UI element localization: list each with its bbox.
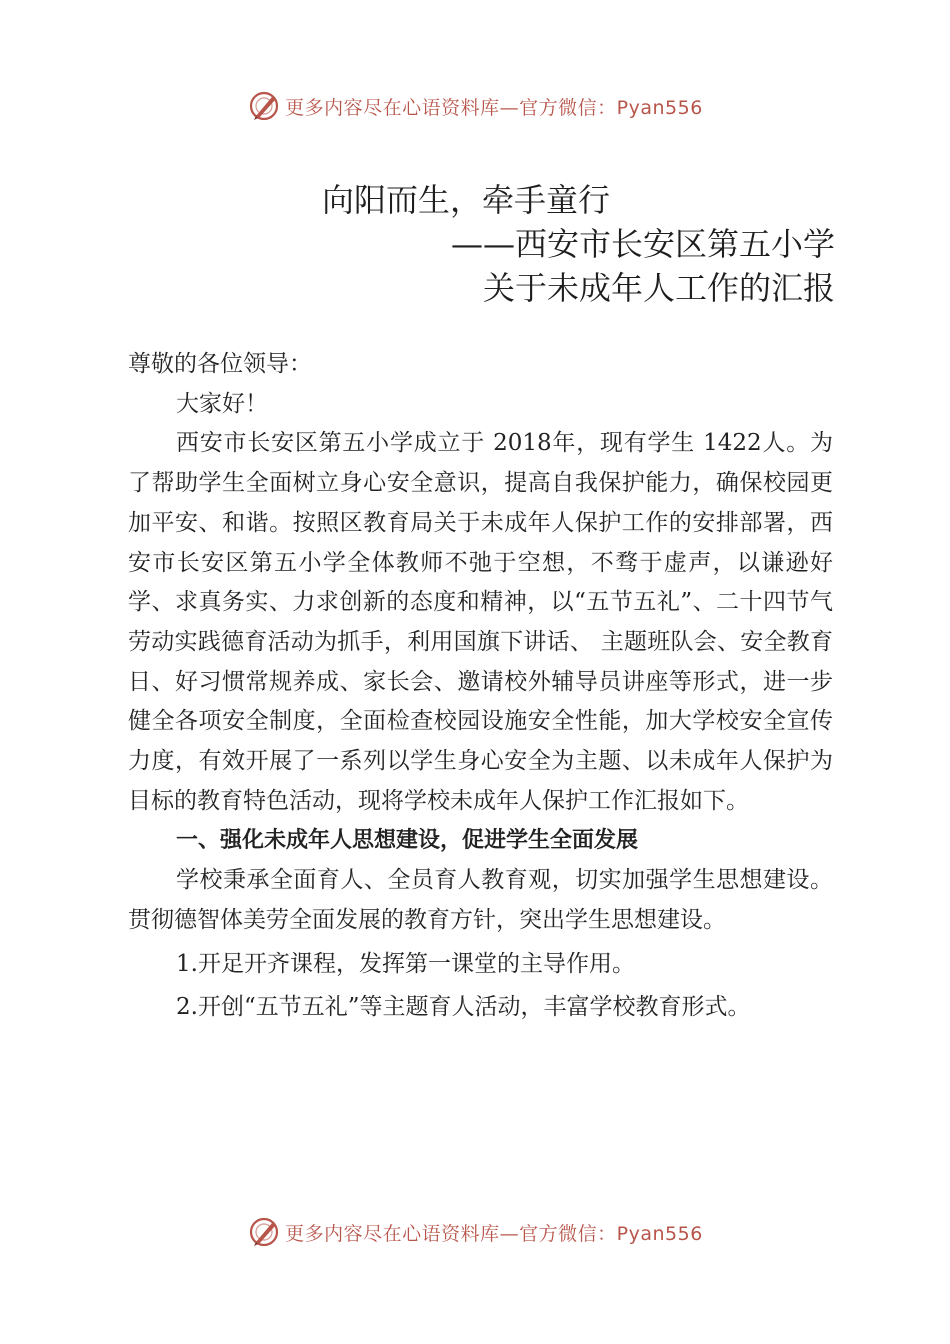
pen-circle-logo-icon bbox=[247, 89, 281, 123]
list-item-2: 2.开创“五节五礼”等主题育人活动，丰富学校教育形式。 bbox=[176, 994, 751, 1021]
document-title bbox=[315, 178, 835, 310]
footer-watermark-cn: 更多内容尽在心语资料库—官方微信： bbox=[285, 1222, 617, 1245]
greeting: 大家好！ bbox=[176, 390, 268, 417]
document-body bbox=[128, 345, 833, 1028]
salutation: 尊敬的各位领导： bbox=[128, 351, 312, 377]
pen-circle-logo-icon bbox=[247, 1215, 281, 1249]
title-line-1: 向阳而生，牵手童行 bbox=[322, 181, 611, 219]
footer-watermark-wechat: Pyan556 bbox=[616, 1222, 703, 1245]
footer-watermark bbox=[0, 1212, 950, 1252]
header-watermark-wechat: Pyan556 bbox=[616, 96, 703, 119]
paragraph-intro: 西安市长安区第五小学成立于 2018年，现有学生 1422人。为了帮助学生全面树立身心安全意识，提高自我保护能力，确保校园更加平安、和谐。按照区教育局关于未成年人保护工作的安排部署，西安市长安区第五小学全体教师不弛于空想，不骛于虚声，以谦逊好学、求真务实、力求创新的态度和精神，以“五节五礼”、二十四节气劳动实践德育活动为抓手，利用国旗下讲话、 主题班队会、安全教育日、好习惯常规养成、家长会、邀请校外辅导员讲座等形式，进一步健全各项安全制度，全面检查校园设施安全性能，加大学校安全宣传力度，有效开展了一系列以学生身心安全为主题、以未成年人保护为目标的教育特色活动，现将学校未成年人保护工作汇报如下。 bbox=[128, 430, 833, 814]
title-line-3: 关于未成年人工作的汇报 bbox=[482, 269, 835, 307]
paragraph-section-1: 学校秉承全面育人、全员育人教育观，切实加强学生思想建设。贯彻德智体美劳全面发展的教育方针，突出学生思想建设。 bbox=[128, 867, 833, 933]
section-heading-1: 一、强化未成年人思想建设，促进学生全面发展 bbox=[176, 828, 639, 854]
list-item-1: 1.开足开齐课程，发挥第一课堂的主导作用。 bbox=[176, 950, 635, 977]
title-line-2: ——西安市长安区第五小学 bbox=[450, 225, 835, 263]
header-watermark-cn: 更多内容尽在心语资料库—官方微信： bbox=[285, 96, 617, 119]
header-watermark bbox=[0, 86, 950, 126]
